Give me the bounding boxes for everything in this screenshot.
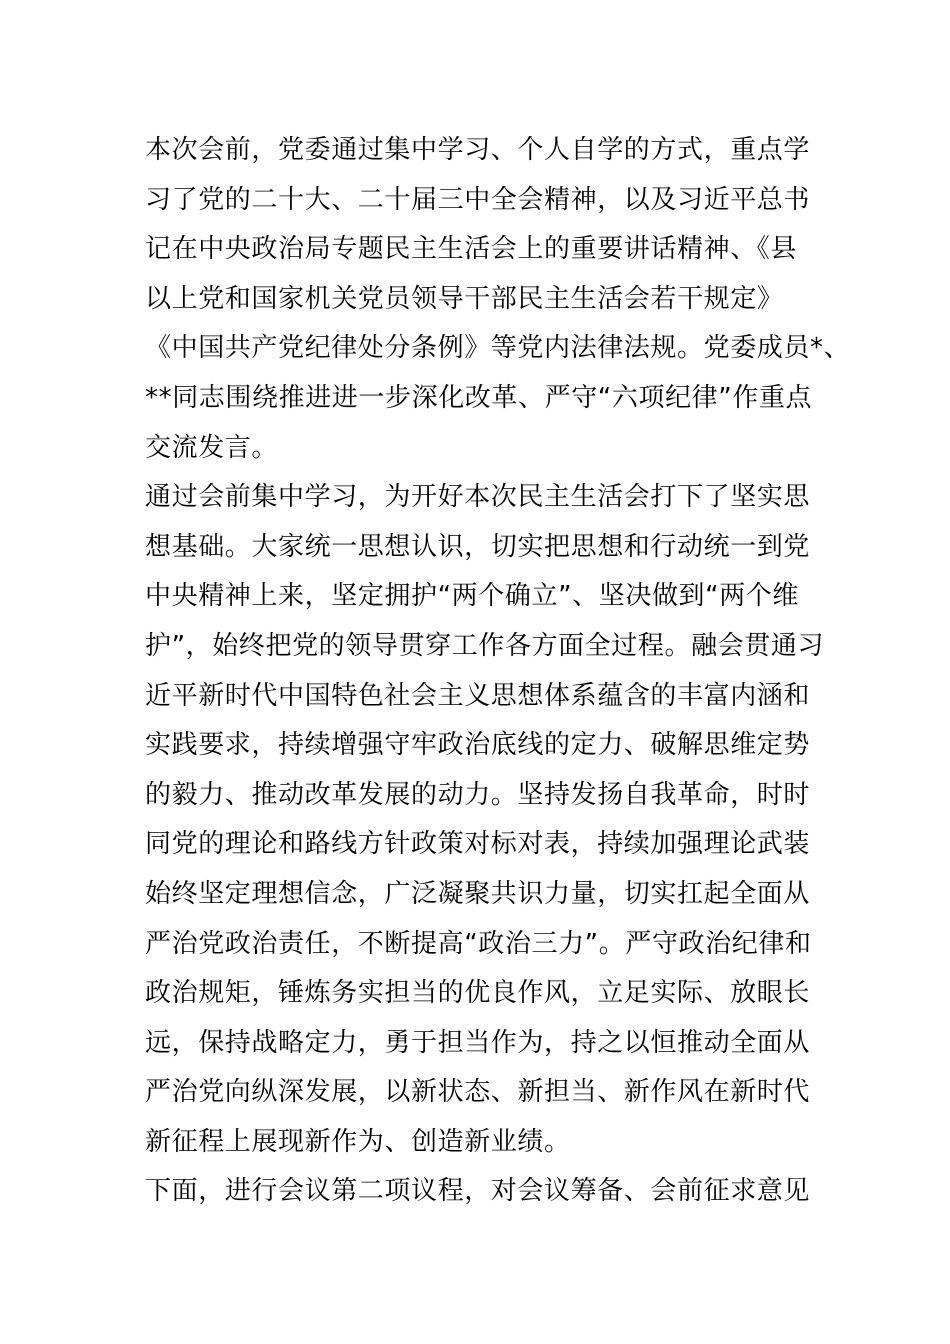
text-line: 本次会前，党委通过集中学习、个人自学的方式，重点学 — [145, 135, 811, 165]
text-line: 远，保持战略定力，勇于担当作为，持之以恒推动全面从 — [145, 1027, 811, 1058]
paragraph-next-agenda — [145, 1167, 825, 1217]
text-line: 通过会前集中学习，为开好本次民主生活会打下了坚实思 — [145, 482, 811, 513]
text-line: 严治党向纵深发展，以新状态、新担当、新作风在新时代 — [145, 1077, 811, 1108]
text-line: 护”，始终把党的领导贯穿工作各方面全过程。融会贯通习 — [145, 630, 825, 661]
document-body — [145, 126, 851, 1217]
text-line: 新征程上展现新作为、创造新业绩。 — [145, 1126, 571, 1157]
text-line: 下面，进行会议第二项议程，对会议筹备、会前征求意见 — [145, 1176, 811, 1207]
text-line: 交流发言。 — [145, 432, 279, 463]
text-line: 以上党和国家机关党员领导干部民主生活会若干规定》 — [145, 283, 784, 314]
text-line: 的毅力、推动改革发展的动力。坚持发扬自我革命，时时 — [145, 779, 811, 810]
text-line: 近平新时代中国特色社会主义思想体系蕴含的丰富内涵和 — [145, 680, 811, 711]
text-line: 严治党政治责任，不断提高“政治三力”。严守政治纪律和 — [145, 928, 812, 959]
paragraph-study-overview — [145, 126, 851, 473]
text-line: 习了党的二十大、二十届三中全会精神，以及习近平总书 — [145, 184, 811, 215]
text-line: 政治规矩，锤炼务实担当的优良作风，立足实际、放眼长 — [145, 978, 811, 1009]
text-line: 中央精神上来，坚定拥护“两个确立”、坚决做到“两个维 — [145, 581, 800, 612]
text-line: 《中国共产党纪律处分条例》等党内法律法规。党委成员*、 — [145, 333, 851, 364]
paragraph-study-outcomes — [145, 473, 825, 1167]
text-line: 实践要求，持续增强守牢政治底线的定力、破解思维定势 — [145, 730, 811, 761]
text-line: 想基础。大家统一思想认识，切实把思想和行动统一到党 — [145, 531, 811, 562]
text-line: **同志围绕推进进一步深化改革、严守“六项纪律”作重点 — [145, 382, 813, 413]
text-line: 同党的理论和路线方针政策对标对表，持续加强理论武装 — [145, 829, 811, 860]
text-line: 记在中央政治局专题民主生活会上的重要讲话精神、《县 — [145, 234, 798, 265]
text-line: 始终坚定理想信念，广泛凝聚共识力量，切实扛起全面从 — [145, 878, 811, 909]
